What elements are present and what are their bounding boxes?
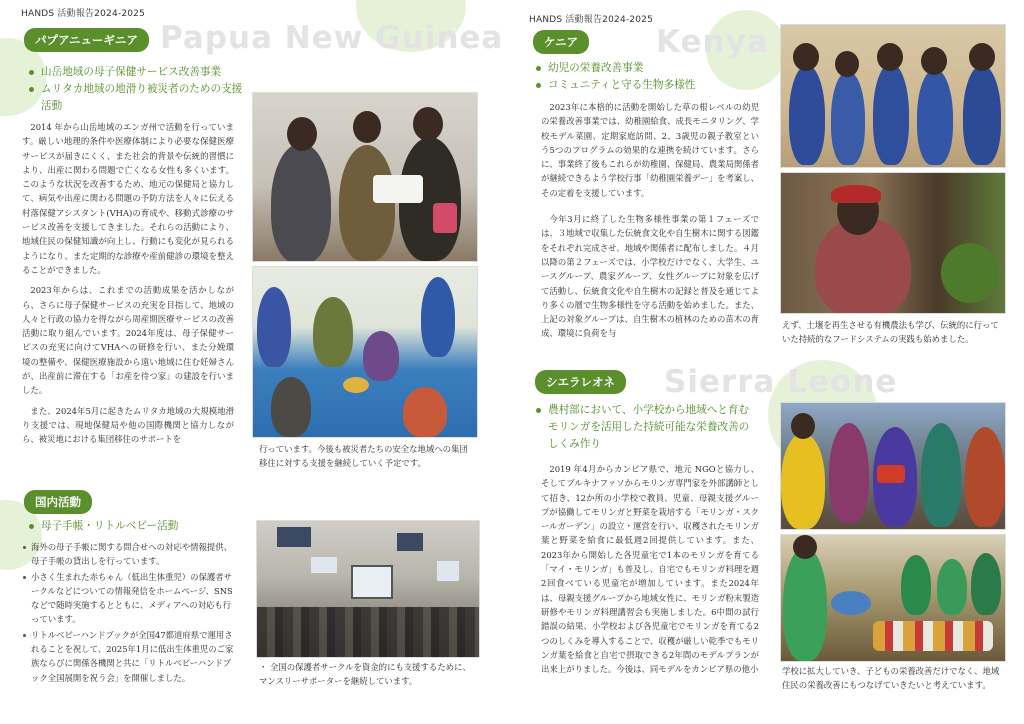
domestic-list — [22, 540, 236, 686]
domestic-bullets — [28, 518, 243, 535]
bullet-item: 母子手帳・リトルベビー活動 — [28, 518, 243, 535]
png-bullets — [28, 64, 243, 115]
bullet-item: 山岳地域の母子保健サービス改善事業 — [28, 64, 243, 81]
photo-kenya-children — [780, 24, 1006, 168]
paragraph: また、2024年5月に起きたムリタカ地域の大規模地滑り支援では、現地保健局や他の国際機関と協力しながら、被災地における集団移住のサポートを — [22, 405, 234, 445]
png-body-text — [22, 120, 234, 447]
photo-domestic-seminar — [256, 520, 480, 658]
paragraph: 今年3月に終了した生物多様性事業の第１フェーズでは、３地域で収集した伝統食文化や自生樹木に関する図鑑をそれぞれ完成させ、地域や関係者に配布しました。４月以降の第２フェーズでは、小学校だけでなく、大学生、ユースグループ、農家グループ、女性グループに対象を広げて活動し、伝統食文化や自生樹木の記録と普及を通じてより多くの層で生物多様性を守る活動を始めました。また、上記の対象グループは、自生樹木の植林のための苗木の育成、環境に負荷を与 — [541, 214, 759, 339]
sl-body-text — [541, 462, 759, 676]
photo-kenya-woman — [780, 172, 1006, 314]
photo-sl-community — [780, 402, 1006, 530]
sl-bullets — [535, 402, 757, 453]
photo-sl-cooking — [780, 534, 1006, 662]
section-title-en-kenya: Kenya — [656, 24, 769, 60]
sl-photo-caption: 学校に拡大していき、子どもの栄養改善だけでなく、地域住民の栄養改善にもつなげていきたいと考えています。 — [782, 666, 1000, 691]
page-header: HANDS 活動報告2024-2025 — [529, 15, 654, 25]
section-pill-png: パプアニューギニア — [24, 28, 149, 52]
kenya-photo-caption: えず、土壌を再生させる有機農法も学び、伝統的に行っていた持続的なフードシステムの実践も始めました。 — [782, 320, 999, 345]
bullet-item: ムリタカ地域の地滑り被災者のための支援活動 — [28, 81, 243, 115]
page-header: HANDS 活動報告2024-2025 — [21, 9, 146, 19]
paragraph: 2019 年4月からカンビア県で、地元 NGOと協力し、そしてブルキナファソからモリンガ専門家を外部講師として招き、12か所の小学校で教員、児童、母親支援グループが協働してモリンガと野菜を栽培する「モリンガ・スクールガーデン」の設立・運営を行い、収穫されたモリンガ葉と野菜を給食に最低週2回提供しています。また、2023年から開始した各児童宅で1本のモリンガを育てる「マイ・モリンガ」も普及し、自宅でもモリンガ料理を週2回食べている児童宅が増加しています。また2024年は、母親支援グループから地域女性に、モリンガ粉末製造研修やモリンガ料理講習会も実施しました。6中間の試行錯誤の結果、小学校および各児童宅でモリンガを育てる2つのしくみを導入することで、収穫が厳しい乾季でもモリンガ葉を給食と自宅で摂取できる2年間のモデルプランが出来上がりました。今後は、同モデルをカンビア県の他小 — [541, 464, 759, 675]
paragraph: 2023年に本格的に活動を開始した草の根レベルの幼児の栄養改善事業では、幼稚園給食、成長モニタリング、学校モデル菜園、定期家庭訪問、2、3歳児の親子教室という5つのプログラムの効果的な連携を続けています。さらに、事業終了後もこれらが幼稚園、保健局、農業局関係者が継続できるよう学校行事「幼稚園栄養デー」を考案し、その定着を支援しています。 — [541, 102, 759, 198]
png-photo-caption: 行っています。今後も被災者たちの安全な地域への集団移住に対する支援を継続していく予定です。 — [259, 444, 468, 469]
domestic-photo-caption: ・ 全国の保護者サークルを資金的にも支援するために、マンスリーサポーターを継続しています。 — [259, 662, 471, 687]
list-item: リトルベビーハンドブックが全国47都道府県で運用されることを祝して、2025年1月に低出生体重児のご家族ならびに関係各機関と共に「リトルベビーハンドブック全国展開を祝う会」を開催しました。 — [22, 628, 236, 685]
section-pill-domestic: 国内活動 — [24, 490, 92, 514]
bullet-item: コミュニティと守る生物多様性 — [535, 77, 765, 94]
section-title-en-sierra-leone: Sierra Leone — [664, 364, 898, 400]
list-item: 小さく生まれた赤ちゃん（低出生体重児）の保護者サークルなどについての情報発信をホームページ、SNSなどで随時実施するとともに、メディアへの対応も行っています。 — [22, 570, 236, 627]
paragraph: 2023年からは、これまでの活動成果を活かしながら、さらに母子保健サービスの充実を目指して、地域の人々と行政の協力を得ながら周産期医療サービスの改善活動に取り組んでいます。2024年度は、母子保健サービスの充実に向けてVHAへの研修を行い、また分娩環境の整備や、保健医療施設から遠い地域に住む妊婦さんが、出産前に滞在する「お産を待つ家」の建設を行いました。 — [22, 285, 234, 396]
section-title-en-png: Papua New Guinea — [160, 20, 504, 56]
list-item: 海外の母子手帳に関する問合せへの対応や情報提供、母子手帳の貸出しを行っています。 — [22, 540, 236, 569]
photo-png-women — [252, 92, 478, 262]
paragraph: 2014 年から山岳地域のエンガ州で活動を行っています。厳しい地理的条件や医療体制により必要な保健医療サービスが届きにくく、また社会的背景や伝統的習慣により、出産に関わる問題で亡くなる女性も多くいます。このような状況を改善するため、地元の保健局と協力して、病気や出産に関わる問題の予防方法を人々に伝える村落保健アシスタント(VHA)の育成や、移動式診療のサービス改善を支援してきました。それらの活動により、地域住民の保健知識が向上し、行動にも変化が見られるようになり、また定期的な診療や産前健診の環境を整えることができました。 — [22, 122, 234, 275]
bullet-item: 幼児の栄養改善事業 — [535, 60, 765, 77]
photo-png-training — [252, 266, 478, 438]
section-pill-sierra-leone: シエラレオネ — [535, 370, 626, 394]
kenya-body-text — [541, 100, 759, 341]
bullet-item: 農村部において、小学校から地域へと育むモリンガを活用した持続可能な栄養改善のしくみ作り — [535, 402, 757, 453]
kenya-bullets — [535, 60, 765, 94]
section-pill-kenya: ケニア — [533, 30, 589, 54]
